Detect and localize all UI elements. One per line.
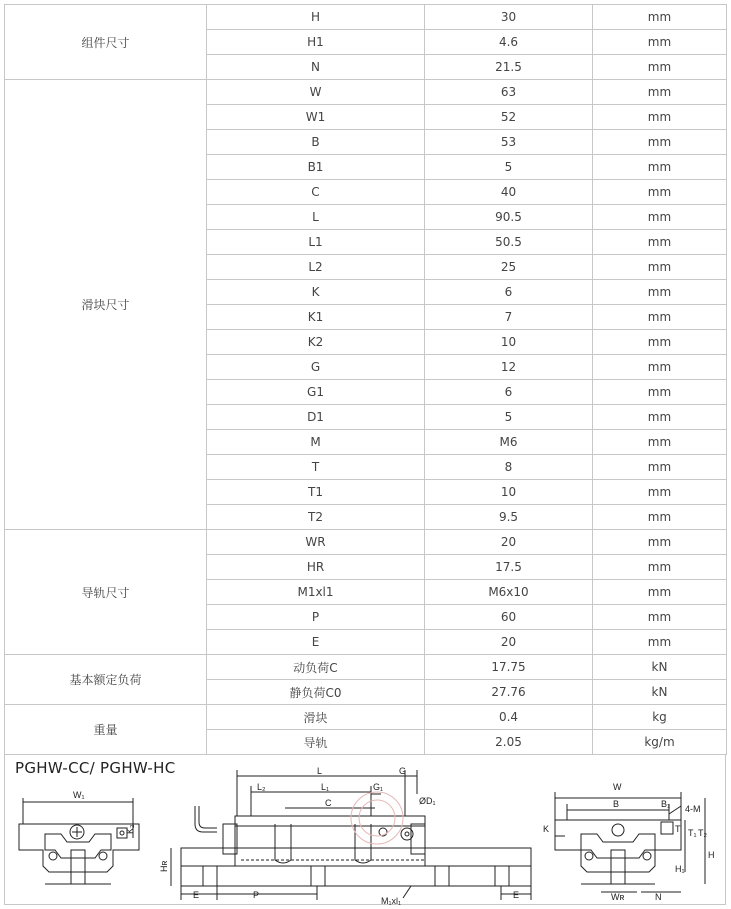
param-name: H	[207, 5, 425, 30]
param-name: 导轨	[207, 730, 425, 755]
group-label: 滑块尺寸	[5, 80, 207, 530]
param-value: 5	[425, 405, 593, 430]
param-name: T1	[207, 480, 425, 505]
param-name: G	[207, 355, 425, 380]
param-unit: mm	[593, 255, 727, 280]
label-k: K	[543, 824, 550, 834]
param-unit: mm	[593, 580, 727, 605]
param-value: 10	[425, 480, 593, 505]
param-unit: mm	[593, 155, 727, 180]
label-b: B	[613, 799, 620, 809]
watermark-seal	[351, 792, 403, 844]
param-value: 4.6	[425, 30, 593, 55]
param-unit: kg	[593, 705, 727, 730]
param-unit: mm	[593, 455, 727, 480]
param-name: 静负荷C0	[207, 680, 425, 705]
param-name: L2	[207, 255, 425, 280]
param-name: M1xl1	[207, 580, 425, 605]
label-t: T	[675, 824, 681, 834]
param-value: 90.5	[425, 205, 593, 230]
front-view-right	[555, 792, 705, 892]
label-p: P	[253, 890, 260, 900]
param-unit: mm	[593, 105, 727, 130]
param-unit: mm	[593, 230, 727, 255]
label-g: G	[399, 766, 407, 776]
table-row	[5, 80, 727, 105]
param-value: 40	[425, 180, 593, 205]
param-name: W	[207, 80, 425, 105]
param-unit: mm	[593, 380, 727, 405]
param-value: 9.5	[425, 505, 593, 530]
param-value: 52	[425, 105, 593, 130]
param-unit: mm	[593, 55, 727, 80]
group-label: 组件尺寸	[5, 5, 207, 80]
label-m1xl1: M₁xl₁	[381, 896, 402, 905]
table-row	[5, 530, 727, 555]
param-name: WR	[207, 530, 425, 555]
label-t2: T₂	[698, 828, 707, 838]
param-unit: mm	[593, 480, 727, 505]
param-value: 20	[425, 530, 593, 555]
param-value: 20	[425, 630, 593, 655]
label-w1: W₁	[73, 790, 85, 800]
table-row	[5, 5, 727, 30]
drawing-svg	[5, 754, 727, 905]
label-c: C	[325, 798, 332, 808]
param-name: K2	[207, 330, 425, 355]
param-unit: kN	[593, 655, 727, 680]
label-l: L	[317, 766, 323, 776]
param-value: 27.76	[425, 680, 593, 705]
param-unit: mm	[593, 355, 727, 380]
label-k2: K₂	[125, 824, 135, 834]
param-name: E	[207, 630, 425, 655]
param-value: 6	[425, 380, 593, 405]
param-unit: mm	[593, 80, 727, 105]
param-unit: kg/m	[593, 730, 727, 755]
param-name: 滑块	[207, 705, 425, 730]
group-label: 基本额定负荷	[5, 655, 207, 705]
spec-table	[4, 4, 727, 755]
dimension-drawing	[4, 754, 726, 905]
param-value: 17.5	[425, 555, 593, 580]
param-value: 25	[425, 255, 593, 280]
param-value: 17.75	[425, 655, 593, 680]
param-name: L1	[207, 230, 425, 255]
param-value: 10	[425, 330, 593, 355]
label-wr: Wʀ	[611, 892, 625, 902]
param-unit: mm	[593, 5, 727, 30]
param-name: P	[207, 605, 425, 630]
param-name: M	[207, 430, 425, 455]
param-value: 5	[425, 155, 593, 180]
label-h1: H₁	[675, 864, 685, 874]
param-value: 12	[425, 355, 593, 380]
param-unit: mm	[593, 605, 727, 630]
param-name: B1	[207, 155, 425, 180]
group-label: 重量	[5, 705, 207, 755]
param-value: 7	[425, 305, 593, 330]
param-unit: mm	[593, 130, 727, 155]
group-label: 导轨尺寸	[5, 530, 207, 655]
label-4m: 4-M	[685, 804, 701, 814]
param-unit: mm	[593, 530, 727, 555]
param-name: B	[207, 130, 425, 155]
label-t1: T₁	[688, 828, 697, 838]
label-hr: Hʀ	[159, 860, 169, 872]
param-name: C	[207, 180, 425, 205]
param-value: 63	[425, 80, 593, 105]
label-n: N	[655, 892, 662, 902]
table-row	[5, 655, 727, 680]
param-unit: mm	[593, 180, 727, 205]
param-name: D1	[207, 405, 425, 430]
param-name: K1	[207, 305, 425, 330]
param-value: 21.5	[425, 55, 593, 80]
param-unit: mm	[593, 330, 727, 355]
param-unit: mm	[593, 405, 727, 430]
param-name: H1	[207, 30, 425, 55]
label-e-left: E	[193, 890, 200, 900]
param-name: HR	[207, 555, 425, 580]
label-l2: L₂	[257, 782, 266, 792]
param-name: L	[207, 205, 425, 230]
param-value: M6x10	[425, 580, 593, 605]
param-name: T2	[207, 505, 425, 530]
param-value: 30	[425, 5, 593, 30]
param-name: W1	[207, 105, 425, 130]
param-value: 8	[425, 455, 593, 480]
param-value: 60	[425, 605, 593, 630]
param-unit: mm	[593, 505, 727, 530]
label-g1: G₁	[373, 782, 384, 792]
front-view-left	[19, 798, 139, 884]
label-d1: ØD₁	[419, 796, 436, 806]
param-value: M6	[425, 430, 593, 455]
param-unit: mm	[593, 30, 727, 55]
param-unit: mm	[593, 305, 727, 330]
param-value: 2.05	[425, 730, 593, 755]
param-name: N	[207, 55, 425, 80]
spec-table-body	[5, 5, 727, 755]
label-b1: B₁	[661, 799, 671, 809]
param-name: 动负荷C	[207, 655, 425, 680]
param-value: 0.4	[425, 705, 593, 730]
param-name: G1	[207, 380, 425, 405]
drawing-title: PGHW-CC/ PGHW-HC	[15, 759, 176, 777]
param-unit: mm	[593, 280, 727, 305]
param-name: K	[207, 280, 425, 305]
side-view	[171, 770, 531, 900]
param-unit: mm	[593, 555, 727, 580]
param-unit: mm	[593, 430, 727, 455]
param-unit: kN	[593, 680, 727, 705]
param-value: 53	[425, 130, 593, 155]
label-e-right: E	[513, 890, 520, 900]
param-value: 50.5	[425, 230, 593, 255]
label-h: H	[708, 850, 715, 860]
param-name: T	[207, 455, 425, 480]
param-unit: mm	[593, 205, 727, 230]
label-w: W	[613, 782, 622, 792]
label-l1: L₁	[321, 782, 330, 792]
param-unit: mm	[593, 630, 727, 655]
table-row	[5, 705, 727, 730]
param-value: 6	[425, 280, 593, 305]
